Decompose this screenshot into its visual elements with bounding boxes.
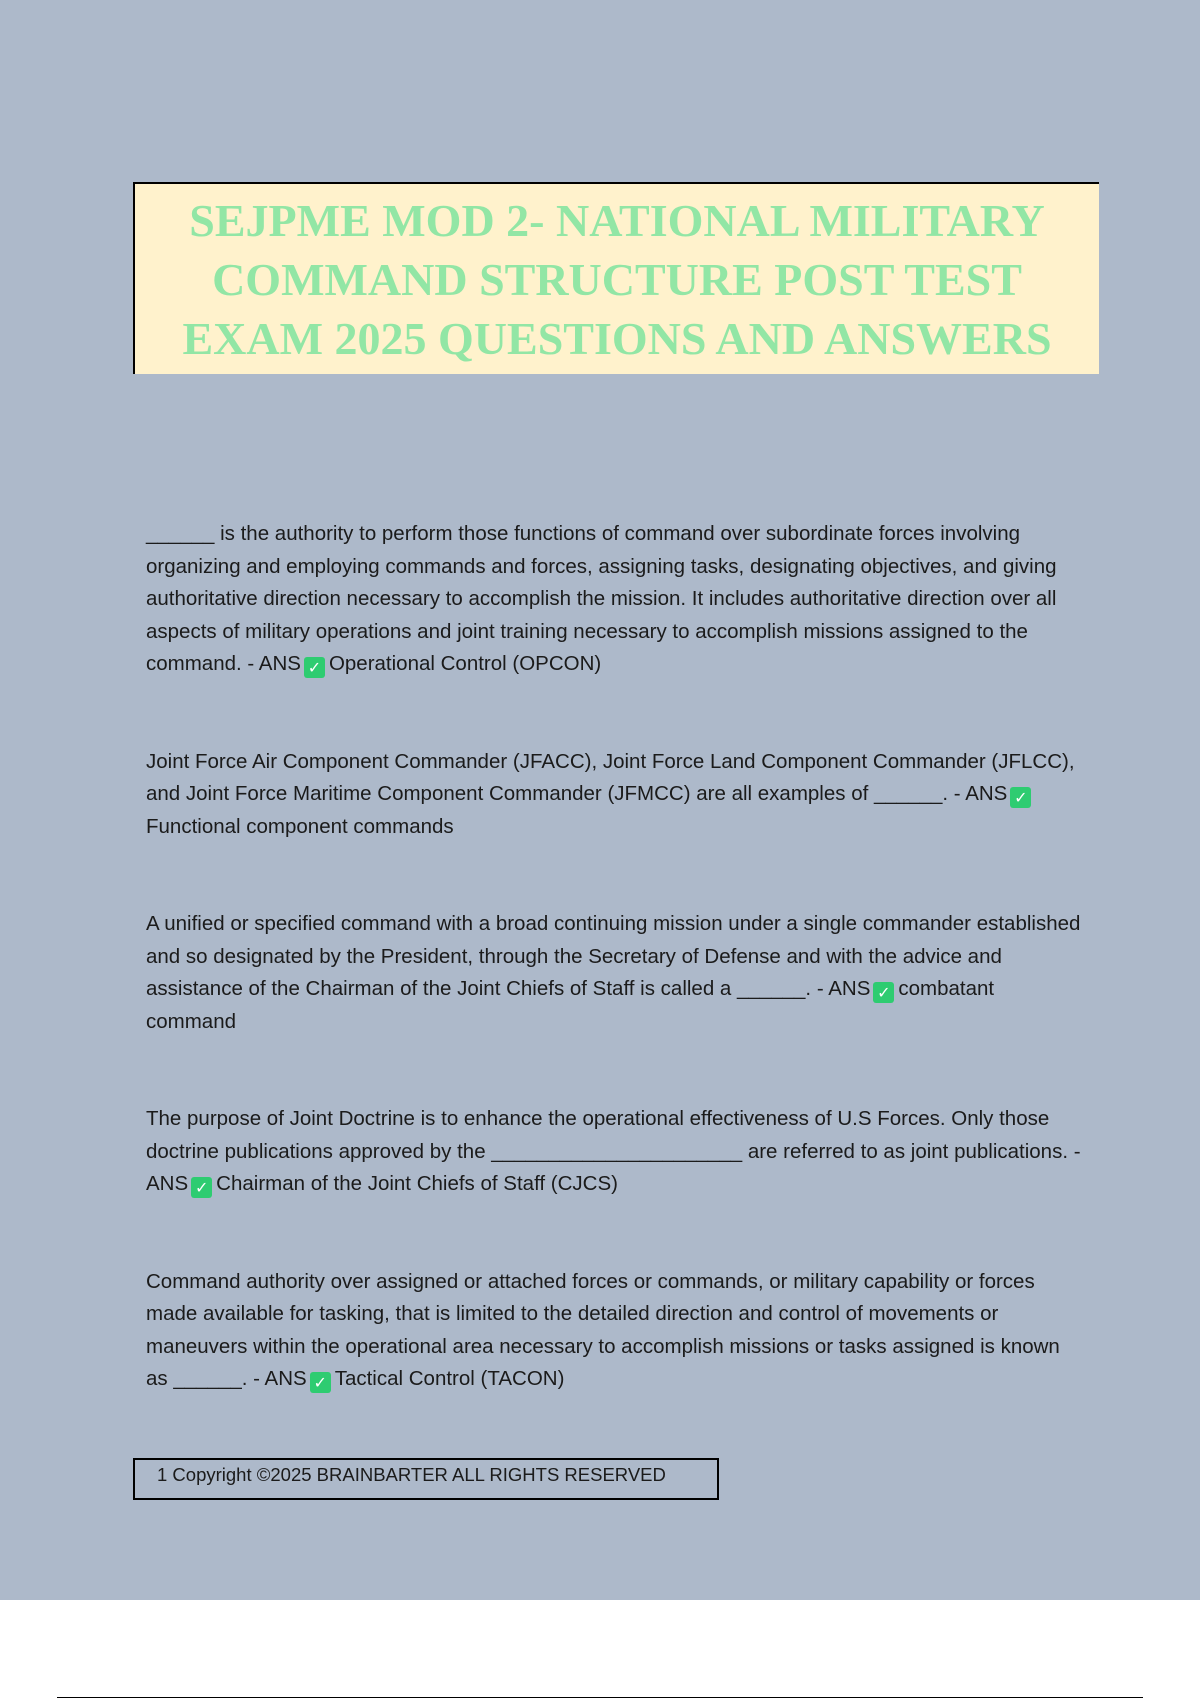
answer-text: combatant command (146, 977, 995, 1033)
question-text: Command authority over assigned or attached forces or commands, or military capability or forces made available for tasking, that is limited to the detailed direction and control of movements or maneuvers within the operational area necessary to accomplish missions or tasks assigned is known as ______. - (146, 1269, 1060, 1390)
question-text: ______ is the authority to perform those functions of command over subordinate forces involving organizing and employing commands and forces, assigning tasks, designating objectives, and giving authoritative direction necessary to accomplish the mission. It includes authoritative direction over all aspects of military operations and joint training necessary to accomplish missions assigned to the command. - (146, 522, 1057, 675)
check-icon: ✓ (310, 1372, 331, 1393)
divider (57, 1697, 1143, 1698)
answer-text: Tactical Control (TACON) (334, 1367, 565, 1390)
check-icon: ✓ (1010, 787, 1031, 808)
qa-list (146, 518, 1086, 1396)
answer-marker: ANS (828, 977, 871, 1000)
qa-item (146, 908, 1086, 1038)
question-text: Joint Force Air Component Commander (JFACC), Joint Force Land Component Commander (JFLCC), and Joint Force Maritime Component Commander (JFMCC) are all examples of ______. - (146, 749, 1075, 805)
answer-text: Operational Control (OPCON) (328, 652, 602, 675)
check-icon: ✓ (304, 657, 325, 678)
check-icon: ✓ (873, 982, 894, 1003)
answer-text: Functional component commands (146, 814, 454, 838)
title-banner (133, 182, 1099, 374)
qa-item (146, 746, 1086, 844)
question-text: The purpose of Joint Doctrine is to enhance the operational effectiveness of U.S Forces. Only those doctrine publications approved by the ______________________ are referred to as joint publications. - (146, 1107, 1081, 1163)
answer-text: Chairman of the Joint Chiefs of Staff (CJCS) (216, 1172, 618, 1195)
answer-marker: ANS (264, 1367, 307, 1390)
answer-marker: ANS (146, 1172, 189, 1195)
qa-item (146, 518, 1086, 681)
question-text: A unified or specified command with a broad continuing mission under a single commander established and so designated by the President, through the Secretary of Defense and with the advice and assistance of the Chairman of the Joint Chiefs of Staff is called a ______. - (146, 912, 1081, 1000)
document-title: SEJPME MOD 2- NATIONAL MILITARY COMMAND STRUCTURE POST TEST EXAM 2025 QUESTIONS AND ANSWERS (182, 194, 1052, 364)
answer-marker: ANS (258, 652, 301, 675)
qa-item (146, 1103, 1086, 1201)
answer-marker: ANS (965, 782, 1008, 805)
check-icon: ✓ (191, 1177, 212, 1198)
copyright-footer (133, 1458, 719, 1500)
qa-item (146, 1266, 1086, 1396)
copyright-text: 1 Copyright ©2025 BRAINBARTER ALL RIGHTS RESERVED (157, 1464, 666, 1485)
